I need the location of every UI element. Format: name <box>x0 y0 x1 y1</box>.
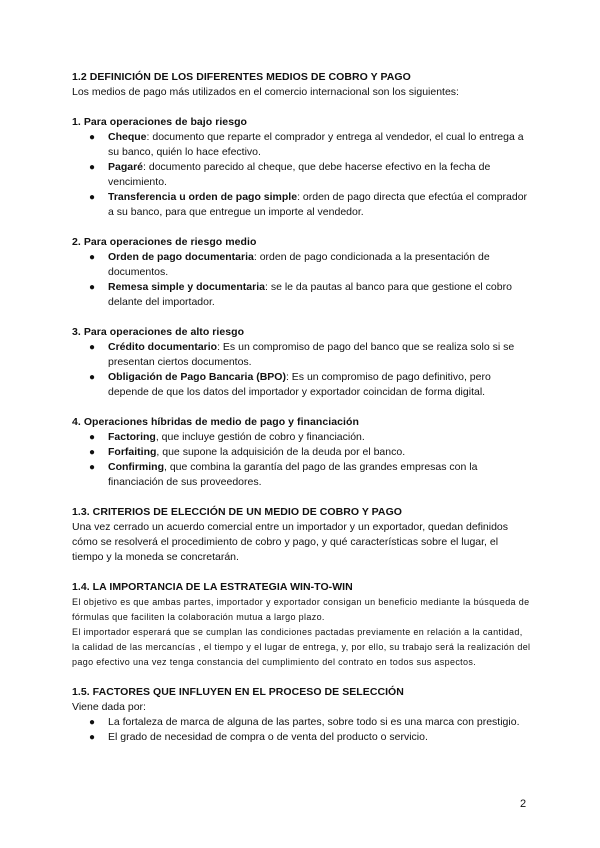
bullet-icon: ● <box>89 447 96 458</box>
page-number: 2 <box>520 798 527 810</box>
list-item-term: Forfaiting <box>108 446 157 458</box>
list-item-term: Orden de pago documentaria <box>108 251 254 263</box>
list-item-text: , que supone la adquisición de la deuda por el banco. <box>156 446 406 458</box>
list-item-text: , que incluye gestión de cobro y financiación. <box>155 431 365 443</box>
group-heading: 4. Operaciones híbridas de medio de pago y financiación <box>72 416 359 428</box>
list-item-term: Obligación de Pago Bancaria (BPO) <box>108 371 286 383</box>
list-item-text: : documento que reparte el comprador y entrega al vendedor, el cual lo entrega a su banco, quién lo hace efectivo. <box>108 131 524 158</box>
bullet-list <box>72 250 532 310</box>
list-item-term: Confirming <box>108 461 164 473</box>
bullet-list <box>72 130 532 220</box>
list-item-term: Transferencia u orden de pago simple <box>108 191 298 203</box>
list-item <box>72 130 532 160</box>
bullet-icon: ● <box>89 162 96 173</box>
list-item-term: Crédito documentario <box>108 341 218 353</box>
list-item <box>72 460 532 490</box>
bullet-icon: ● <box>89 342 96 353</box>
section-body: El importador esperará que se cumplan las condiciones pactadas previamente en relación a la cantidad, la calidad de las mercancías , el tiempo y el lugar de entrega, y, por ello, su trabajo será la realización del pago efectivo una vez tenga constancia del cumplimiento del contrato en todos sus aspectos. <box>72 627 531 667</box>
list-item-term: Cheque <box>108 131 147 143</box>
list-item <box>72 160 532 190</box>
list-item <box>72 445 532 460</box>
bullet-icon: ● <box>89 732 96 743</box>
list-item <box>72 715 532 730</box>
bullet-icon: ● <box>89 462 96 473</box>
section-heading: 1.4. LA IMPORTANCIA DE LA ESTRATEGIA WIN-TO-WIN <box>72 581 353 593</box>
bullet-list <box>72 430 532 490</box>
list-item <box>72 340 532 370</box>
list-item-text: : Es un compromiso de pago del banco que se realiza solo si se presentan ciertos documentos. <box>108 341 515 368</box>
list-item <box>72 280 532 310</box>
list-item-text: La fortaleza de marca de alguna de las partes, sobre todo si es una marca con prestigio. <box>108 716 520 728</box>
section-heading: 1.3. CRITERIOS DE ELECCIÓN DE UN MEDIO DE COBRO Y PAGO <box>72 506 402 518</box>
section-body: El objetivo es que ambas partes, importador y exportador consigan un beneficio mediante la búsqueda de fórmulas que faciliten la colaboración mutua a largo plazo. <box>72 597 530 622</box>
list-item-term: Pagaré <box>108 161 144 173</box>
list-item-term: Factoring <box>108 431 156 443</box>
bullet-icon: ● <box>89 372 96 383</box>
bullet-icon: ● <box>89 432 96 443</box>
list-item-text: , que combina la garantía del pago de las grandes empresas con la financiación de sus proveedores. <box>108 461 478 488</box>
document-page <box>72 70 532 745</box>
bullet-list <box>72 715 532 745</box>
bullet-icon: ● <box>89 132 96 143</box>
group-heading: 2. Para operaciones de riesgo medio <box>72 236 257 248</box>
list-item-text: : Es un compromiso de pago definitivo, pero depende de que los datos del importador y exportador coincidan de forma digital. <box>108 371 491 398</box>
list-item-text: El grado de necesidad de compra o de venta del producto o servicio. <box>108 731 428 743</box>
list-item <box>72 190 532 220</box>
list-item <box>72 370 532 400</box>
group-heading: 1. Para operaciones de bajo riesgo <box>72 116 248 128</box>
list-item <box>72 730 532 745</box>
bullet-icon: ● <box>89 192 96 203</box>
bullet-list <box>72 340 532 400</box>
section-intro: Viene dada por: <box>72 701 146 713</box>
list-item-text: : se le da pautas al banco para que gestione el cobro delante del importador. <box>108 281 512 308</box>
bullet-icon: ● <box>89 282 96 293</box>
list-item-text: : orden de pago condicionada a la presentación de documentos. <box>108 251 490 278</box>
group-heading: 3. Para operaciones de alto riesgo <box>72 326 245 338</box>
list-item-term: Remesa simple y documentaria <box>108 281 265 293</box>
bullet-icon: ● <box>89 252 96 263</box>
bullet-icon: ● <box>89 717 96 728</box>
section-body: Una vez cerrado un acuerdo comercial entre un importador y un exportador, quedan definidos cómo se resolverá el procedimiento de cobro y pago, y qué características sobre el lugar, el tiempo y la moneda se concretarán. <box>72 521 509 563</box>
section-heading: 1.5. FACTORES QUE INFLUYEN EN EL PROCESO DE SELECCIÓN <box>72 686 404 698</box>
section-intro: Los medios de pago más utilizados en el comercio internacional son los siguientes: <box>72 86 459 98</box>
list-item <box>72 250 532 280</box>
list-item <box>72 430 532 445</box>
list-item-text: : documento parecido al cheque, que debe hacerse efectivo en la fecha de vencimiento. <box>108 161 491 188</box>
list-item-text: : orden de pago directa que efectúa el comprador a su banco, para que entregue un importe al vendedor. <box>108 191 528 218</box>
section-heading: 1.2 DEFINICIÓN DE LOS DIFERENTES MEDIOS DE COBRO Y PAGO <box>72 71 411 83</box>
